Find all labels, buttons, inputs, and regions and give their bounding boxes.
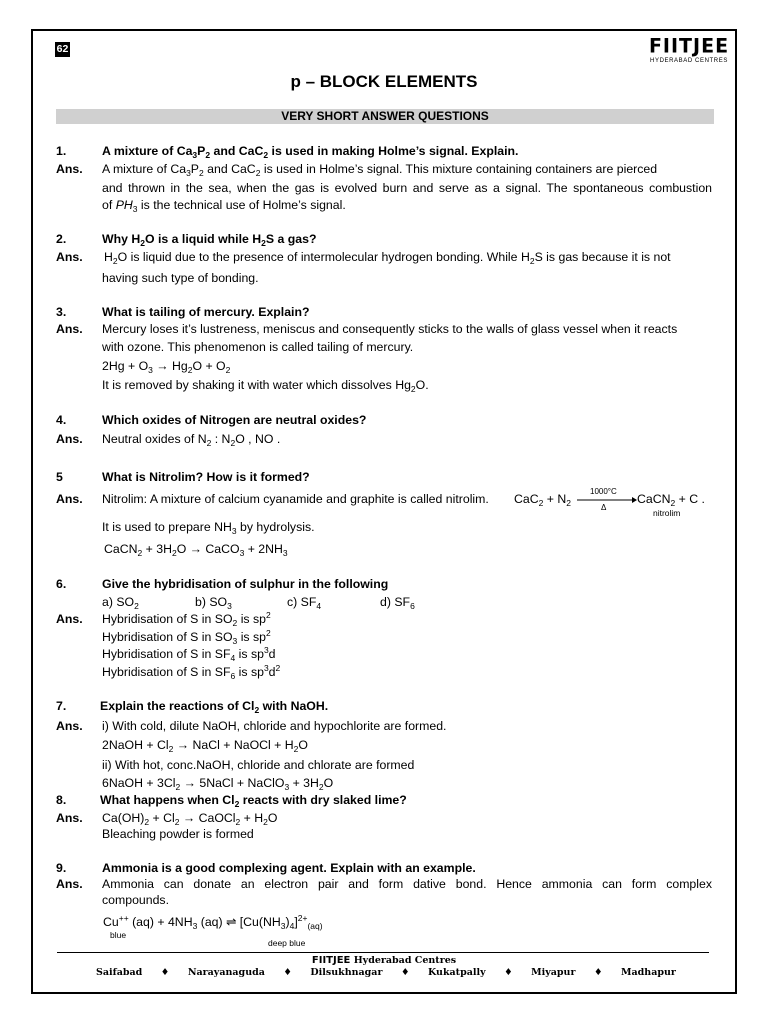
q4-number: 4.: [56, 413, 67, 427]
q9-answer-line1: Ammonia can donate an electron pair and form dative bond. Hence ammonia can form complex: [102, 877, 712, 891]
q9-blue-label: blue: [110, 930, 127, 940]
q2-question: Why $H_2O$ is a liquid while $H_2S$ a gas?: [102, 232, 317, 248]
q1-answer-line2: and thrown in the sea, when the gas is evolved burn and serve as a signal. The spontaneous combustion: [102, 181, 712, 195]
q5-answer-line1: Nitrolim: A mixture of calcium cyanamide and graphite is called nitrolim.: [102, 492, 489, 506]
q4-answer: Neutral oxides of $N_2$ : $N_2O$ , NO .: [102, 432, 281, 448]
q3-number: 3.: [56, 305, 67, 319]
q1-number: 1.: [56, 144, 67, 158]
q1-question: A mixture of $Ca_3P_2$ and CaC$_2$ is used in making Holme’s signal. Explain.: [102, 144, 519, 160]
q3-answer-line1: Mercury loses it’s lustreness, meniscus and consequently sticks to the walls of glass vessel when it reacts: [102, 322, 678, 336]
q5-equation-hydrolysis: CaCN$_2$ + $3H_2O$ → CaCO$_3$ + $2NH_3$: [104, 542, 288, 558]
q1-answer-line3: of $PH_3$ is the technical use of Holme’s signal.: [102, 198, 346, 214]
q9-question: Ammonia is a good complexing agent. Explain with an example.: [102, 861, 476, 875]
q6-option-b: b) $SO_3$: [195, 595, 232, 611]
q7-equation1: 2NaOH + $Cl_2$ → NaCl + NaOCl + $H_2O$: [102, 738, 308, 754]
logo-subtitle: HYDERABAD CENTRES: [650, 58, 728, 64]
q8-answer: Bleaching powder is formed: [102, 827, 254, 841]
q6-number: 6.: [56, 577, 67, 591]
q5-number: 5: [56, 470, 63, 484]
q6-ans-label: Ans.: [56, 612, 83, 626]
q1-answer-line1: A mixture of $Ca_3P_2$ and CaC$_2$ is used in Holme’s signal. This mixture containing containers are pierced: [102, 162, 658, 178]
q5-reaction-arrow: [577, 495, 637, 505]
q6-answer-so3: Hybridisation of S in $SO_3$ is $sp^2$: [102, 628, 271, 646]
q7-answer-line2: ii) With hot, conc.NaOH, chloride and chlorate are formed: [102, 758, 415, 772]
centre-saifabad: Saifabad: [96, 967, 143, 978]
diamond-icon: ♦: [400, 967, 410, 978]
q1-ans-label: Ans.: [56, 162, 83, 176]
q9-ans-label: Ans.: [56, 877, 83, 891]
q5-arrow-temp: 1000°C: [590, 487, 617, 496]
diamond-icon: ♦: [504, 967, 513, 978]
q9-deep-blue-label: deep blue: [268, 938, 306, 948]
page-number: 62: [56, 43, 69, 55]
q3-equation: $2Hg + O_3 \to Hg_2O + O_2$: [102, 359, 231, 375]
q6-answer-sf4: Hybridisation of S in $SF_4$ is $sp^3d$: [102, 645, 276, 663]
q8-number: 8.: [56, 793, 67, 807]
diamond-icon: ♦: [283, 967, 292, 978]
footer-brand: FIITJEE Hyderabad Centres: [311, 955, 457, 966]
q9-answer-line2: compounds.: [102, 893, 169, 907]
fiitjee-logo: [647, 36, 731, 64]
logo-brand: FIITJEE: [648, 34, 730, 58]
q4-question: Which oxides of Nitrogen are neutral oxides?: [102, 413, 367, 427]
q5-ans-label: Ans.: [56, 492, 83, 506]
q6-answer-sf6: Hybridisation of S in $SF_6$ is $sp^3d^2$: [102, 663, 281, 681]
centre-miyapur: Miyapur: [531, 967, 576, 978]
q8-question: What happens when $Cl_2$ reacts with dry slaked lime?: [100, 793, 407, 809]
diamond-icon: ♦: [160, 967, 170, 978]
q6-option-a: a) $SO_2$: [102, 595, 139, 611]
q5-nitrolim-label: nitrolim: [653, 508, 681, 518]
q7-equation2: 6NaOH + $3Cl_2$ → 5NaCl + NaClO$_3$ + $3H_2O$: [102, 776, 334, 792]
q6-option-d: d) $SF_6$: [380, 595, 415, 611]
page-title: p – BLOCK ELEMENTS: [290, 72, 478, 91]
centre-madhapur: Madhapur: [620, 967, 676, 978]
q2-number: 2.: [56, 232, 67, 246]
diamond-icon: ♦: [593, 967, 603, 978]
q7-question: Explain the reactions of $Cl_2$ with NaOH.: [100, 699, 329, 715]
q5-equation-reactants: $CaC_2 + N_2$: [514, 492, 571, 508]
section-heading: VERY SHORT ANSWER QUESTIONS: [56, 109, 714, 124]
q2-answer-line2: having such type of bonding.: [102, 271, 259, 285]
q7-ans-label: Ans.: [56, 719, 83, 733]
centre-dilsukhnagar: Dilsukhnagar: [310, 967, 383, 978]
footer-centres: [96, 967, 676, 978]
q6-option-c: c) $SF_4$: [287, 595, 322, 611]
q5-answer-line2: It is used to prepare $NH_3$ by hydrolysis.: [102, 520, 315, 536]
footer-rule: [57, 952, 709, 953]
q5-equation-products: CaCN$_2$ + C .: [637, 492, 705, 508]
q3-answer-line2: with ozone. This phenomenon is called tailing of mercury.: [102, 340, 414, 354]
q9-equation: Cu++ $(aq) + 4NH_3$ (aq) ⇌ $[Cu(NH_3)_4]^{2+}_{(aq)}$: [103, 913, 323, 931]
q8-ans-label: Ans.: [56, 811, 83, 825]
q3-question: What is tailing of mercury. Explain?: [102, 305, 310, 319]
q4-ans-label: Ans.: [56, 432, 83, 446]
q2-answer-line1: $H_2O$ is liquid due to the presence of intermolecular hydrogen bonding. While $H_2S$ is gas because it is not: [104, 250, 671, 266]
q6-question: Give the hybridisation of sulphur in the following: [102, 577, 389, 591]
q3-ans-label: Ans.: [56, 322, 83, 336]
centre-narayanaguda: Narayanaguda: [187, 967, 265, 978]
q7-number: 7.: [56, 699, 67, 713]
q3-answer-line3: It is removed by shaking it with water which dissolves $Hg_2O$.: [102, 378, 429, 394]
centre-kukatpally: Kukatpally: [427, 967, 486, 978]
q5-arrow-heat: Δ: [601, 503, 607, 512]
q7-answer-line1: i) With cold, dilute NaOH, chloride and hypochlorite are formed.: [102, 719, 447, 733]
q5-question: What is Nitrolim? How is it formed?: [102, 470, 310, 484]
q9-number: 9.: [56, 861, 67, 875]
q8-equation: $Ca(OH)_2 + Cl_2$ → CaOCl$_2$ + $H_2O$: [102, 811, 278, 827]
q6-answer-so2: Hybridisation of S in $SO_2$ is $sp^2$: [102, 610, 271, 628]
q2-ans-label: Ans.: [56, 250, 83, 264]
